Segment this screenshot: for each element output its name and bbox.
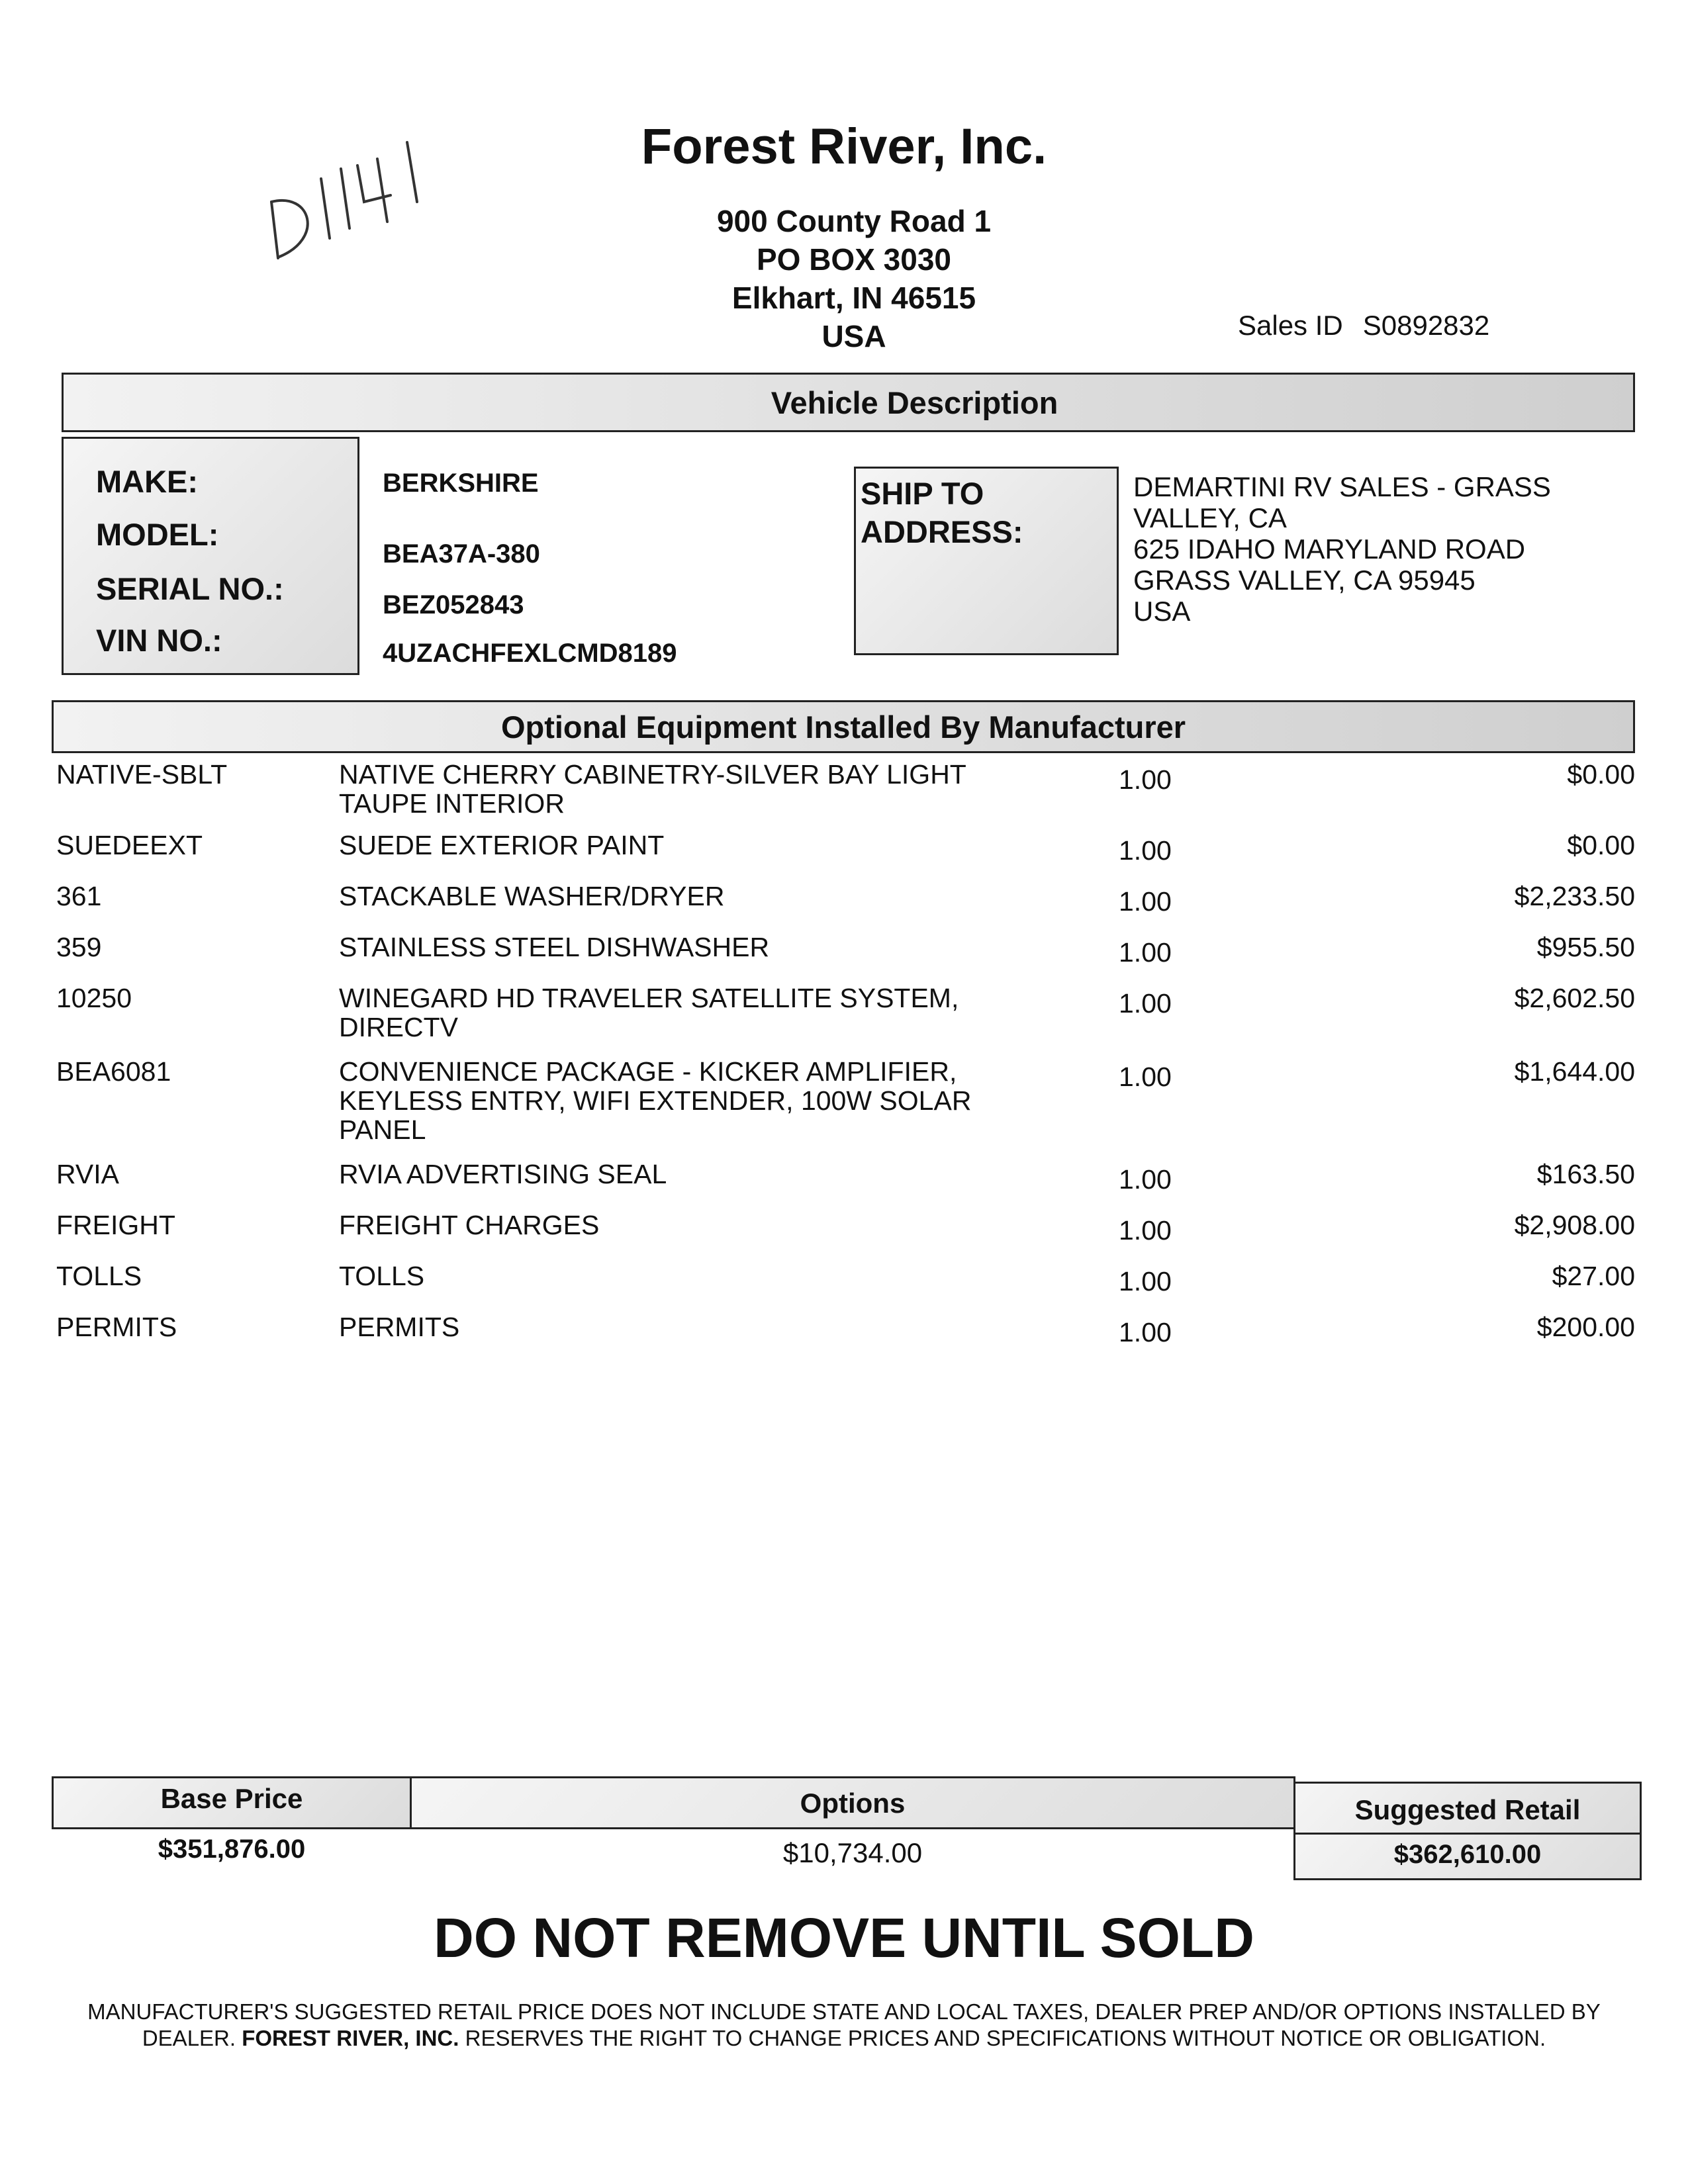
company-address-line: Elkhart, IN 46515 (731, 281, 976, 315)
base-price-value: $351,876.00 (158, 1835, 306, 1864)
vehicle-description-heading: Vehicle Description (62, 373, 1635, 432)
company-name: Forest River, Inc. (641, 118, 1047, 175)
sales-id (1238, 310, 1489, 341)
ship-to-label: SHIP TO (861, 476, 984, 511)
make-value: BERKSHIRE (383, 469, 539, 498)
options-header: Options (410, 1776, 1295, 1829)
make-label: MAKE: (96, 464, 199, 499)
suggested-retail-value: $362,610.00 (1393, 1840, 1542, 1869)
optional-equipment-heading: Optional Equipment Installed By Manufacturer (52, 700, 1635, 753)
ship-to-label: ADDRESS: (861, 514, 1023, 549)
company-address-line: 900 County Road 1 (716, 204, 992, 238)
options-value: $10,734.00 (782, 1837, 923, 1868)
company-address-line: PO BOX 3030 (756, 242, 952, 277)
model-label: MODEL: (96, 517, 219, 552)
base-price-header: Base Price (52, 1776, 412, 1829)
serial-value: BEZ052843 (383, 590, 524, 619)
sales-id-value: S0892832 (1362, 310, 1490, 341)
vin-value: 4UZACHFEXLCMD8189 (383, 639, 677, 668)
company-address-line: USA (821, 319, 886, 353)
vin-label: VIN NO.: (96, 623, 222, 658)
suggested-retail-header: Suggested Retail (1293, 1782, 1642, 1835)
model-value: BEA37A-380 (383, 539, 540, 569)
ship-to-address: DEMARTINI RV SALES - GRASS VALLEY, CA 625 IDAHO MARYLAND ROAD GRASS VALLEY, CA 95945 USA (1133, 471, 1551, 627)
serial-label: SERIAL NO.: (96, 571, 284, 606)
do-not-remove-notice: DO NOT REMOVE UNTIL SOLD (434, 1907, 1254, 1969)
disclaimer: MANUFACTURER'S SUGGESTED RETAIL PRICE DOES NOT INCLUDE STATE AND LOCAL TAXES, DEALER PREP AND/OR OPTIONS INSTALLED BY DEALER. FOREST RIVER, INC. RESERVES THE RIGHT TO CHANGE PRICES AND SPECIFICATIONS WITHOUT NOTICE OR OBLIGATION. (87, 1999, 1601, 2050)
sales-id-label: Sales ID (1238, 310, 1343, 341)
